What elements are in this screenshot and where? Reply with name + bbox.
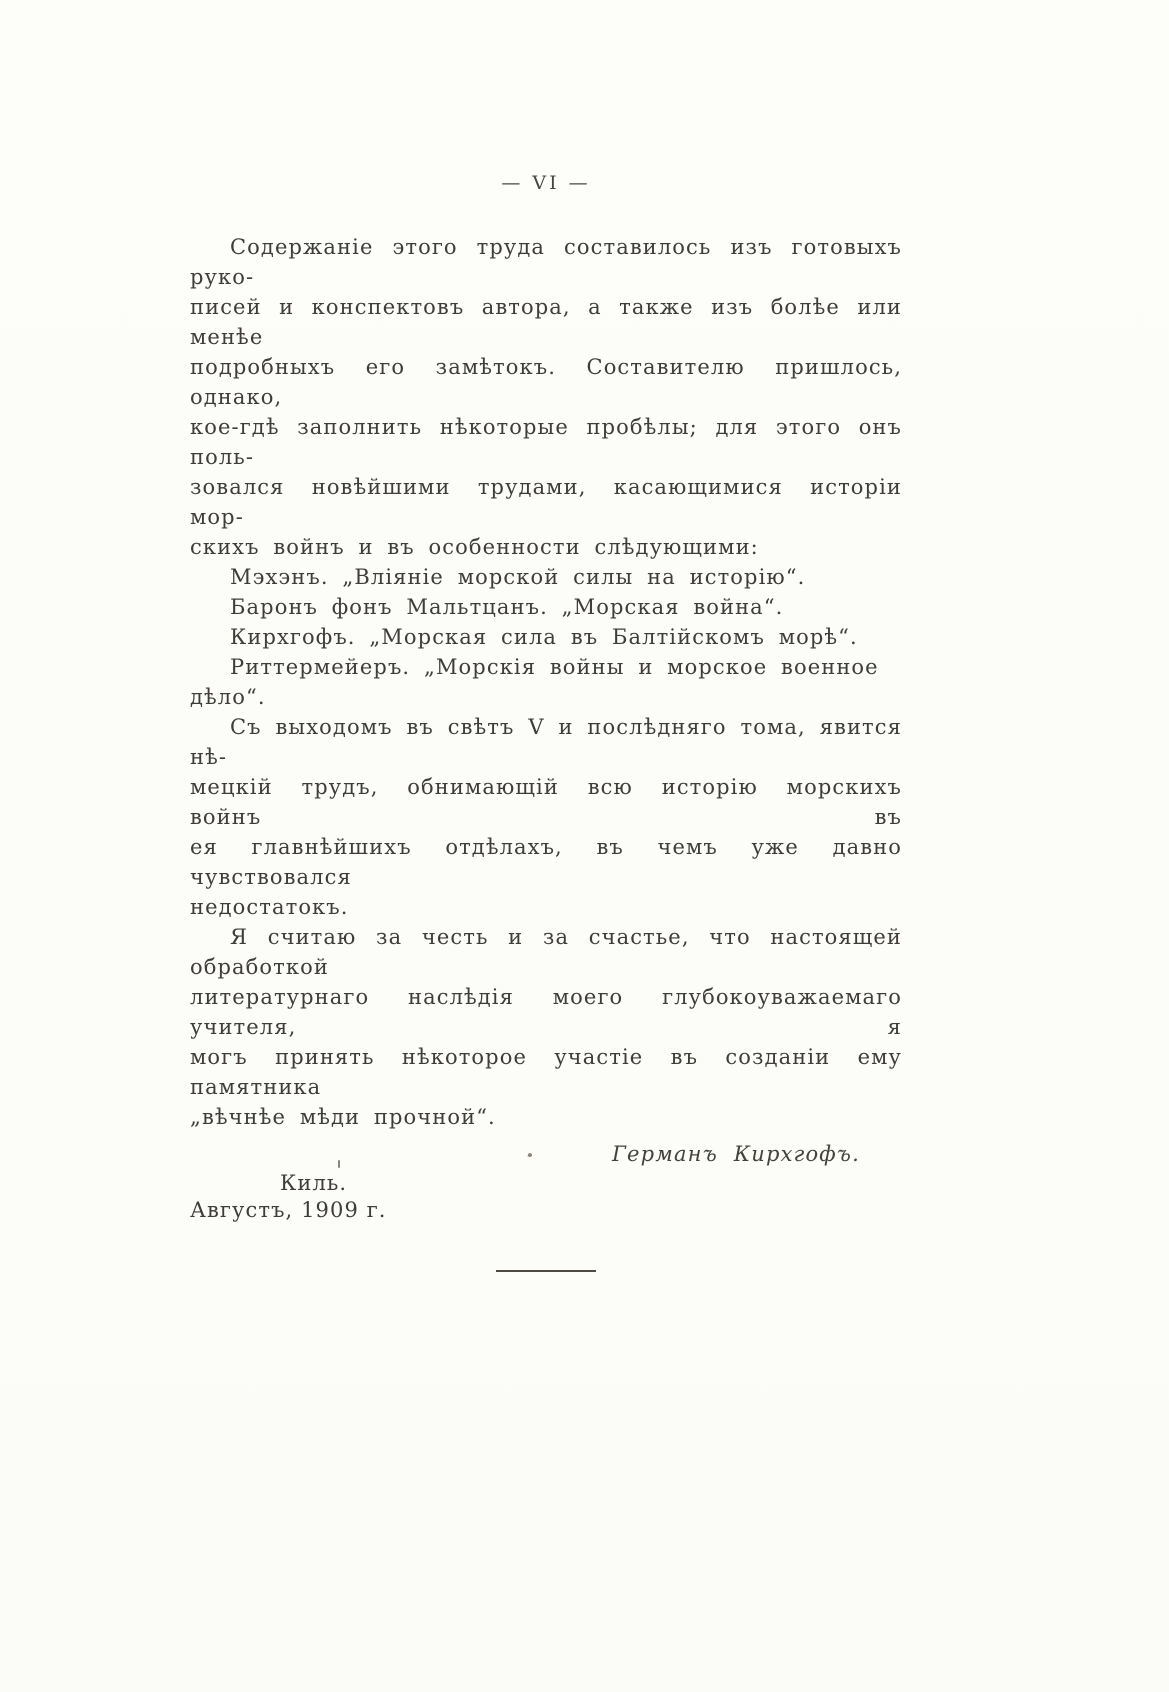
text-line: ея главнѣйшихъ отдѣлахъ, въ чемъ уже давно чувствовался — [190, 835, 902, 889]
text-line: недостатокъ. — [190, 895, 349, 919]
reference-list — [190, 562, 902, 712]
text-line: „вѣчнѣе мѣди прочной“. — [190, 1105, 496, 1129]
scan-artifact-tick — [338, 1160, 340, 1168]
section-divider — [496, 1270, 596, 1272]
text-line: мецкій трудъ, обнимающій всю исторію морскихъ войнъ въ — [190, 775, 902, 829]
text-line: кое-гдѣ заполнить нѣкоторые пробѣлы; для этого онъ поль- — [190, 415, 902, 469]
book-reference: Кирхгофъ. „Морская сила въ Балтійскомъ морѣ“. — [230, 625, 858, 649]
text-line: могъ принять нѣкоторое участіе въ созданіи ему памятника — [190, 1045, 902, 1099]
signature-place: Киль. — [280, 1171, 348, 1195]
text-line: писей и конспектовъ автора, а также изъ болѣе или менѣе — [190, 295, 902, 349]
book-reference: Мэхэнъ. „Вліяніе морской силы на исторію“. — [230, 565, 806, 589]
book-reference: Риттермейеръ. „Морскія войны и морское военное дѣло“. — [190, 655, 879, 709]
text-line: зовался новѣйшими трудами, касающимися исторіи мор- — [190, 475, 902, 529]
paragraph-1 — [190, 232, 902, 562]
author-signature: Германъ Кирхгофъ. — [611, 1142, 860, 1166]
book-reference: Баронъ фонъ Мальтцанъ. „Морская война“. — [230, 595, 784, 619]
text-line: Съ выходомъ въ свѣтъ V и послѣдняго тома, явится нѣ- — [190, 715, 902, 769]
signature-date: Августъ, 1909 г. — [190, 1198, 387, 1222]
paragraph-3 — [190, 922, 902, 1132]
page-number: — VI — — [501, 172, 591, 194]
text-block — [190, 172, 902, 1272]
text-line: литературнаго наслѣдія моего глубокоуважаемаго учителя, я — [190, 985, 902, 1039]
text-line: скихъ войнъ и въ особенности слѣдующими: — [190, 535, 759, 559]
text-line: подробныхъ его замѣтокъ. Составителю пришлось, однако, — [190, 355, 902, 409]
paragraph-2 — [190, 712, 902, 922]
text-line: Я считаю за честь и за счастье, что настоящей обработкой — [190, 925, 902, 979]
text-line: Содержаніе этого труда составилось изъ готовыхъ руко- — [190, 235, 902, 289]
